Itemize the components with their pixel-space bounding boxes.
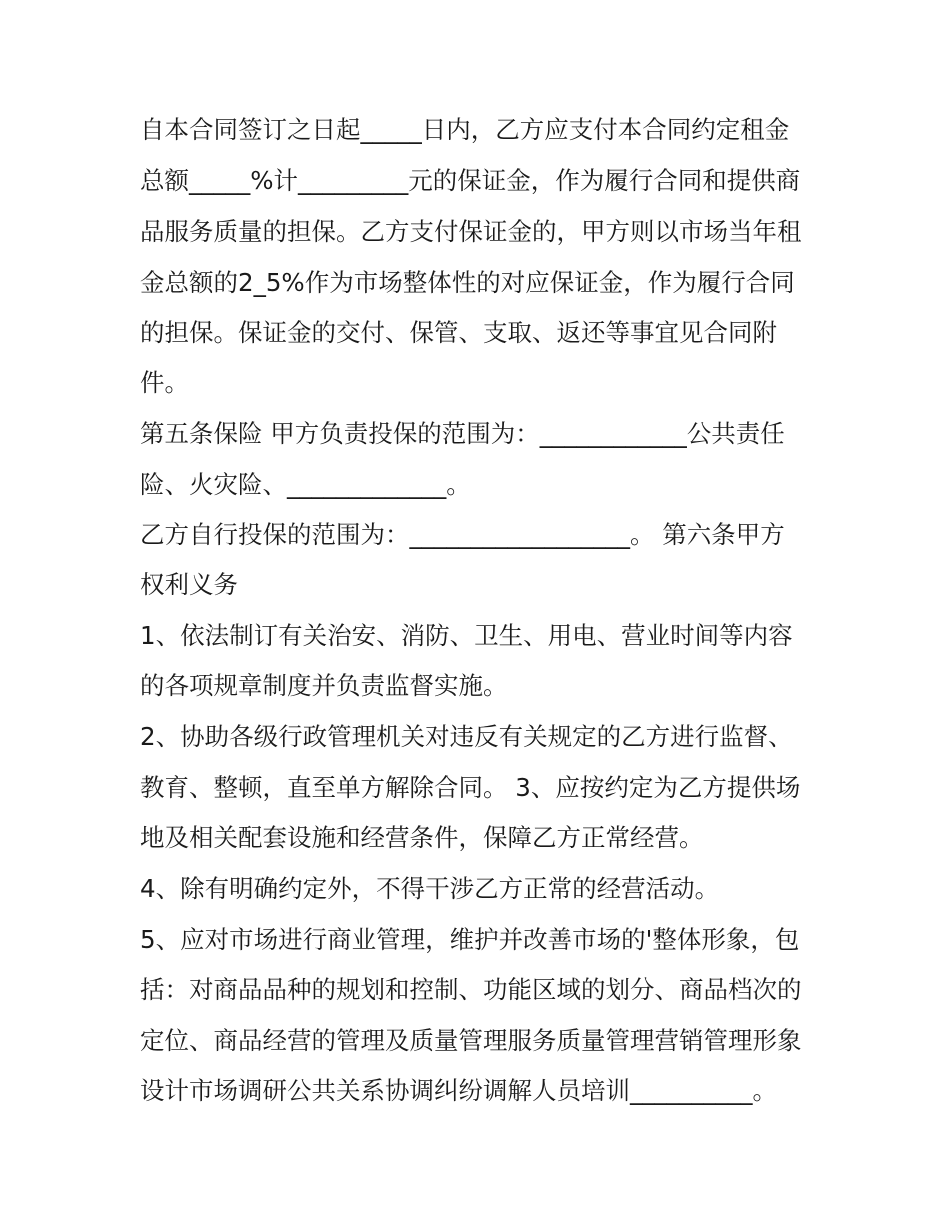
text-line: 险、火灾险、_____________。 [140,470,471,499]
text-line: 设计市场调研公共关系协调纠纷调解人员培训__________。 [140,1076,777,1105]
text-line: 教育、整顿，直至单方解除合同。 3、应按约定为乙方提供场 [140,773,801,802]
text-line: 的担保。保证金的交付、保管、支取、返还等事宜见合同附 [140,318,777,347]
list-item-line: 5、应对市场进行商业管理，维护并改善市场的'整体形象，包 [140,925,800,954]
list-item-line: 4、除有明确约定外，不得干涉乙方正常的经营活动。 [140,874,720,903]
text-line: 乙方自行投保的范围为：__________________。 第六条甲方 [140,520,785,549]
text-line: 定位、商品经营的管理及质量管理服务质量管理营销管理形象 [140,1026,802,1055]
text-line: 总额_____%计_________元的保证金，作为履行合同和提供商 [140,166,801,195]
section-heading-line: 第五条保险 甲方负责投保的范围为：____________公共责任 [140,419,785,448]
list-item-line: 1、依法制订有关治安、消防、卫生、用电、营业时间等内容 [140,621,793,650]
text-line: 的各项规章制度并负责监督实施。 [140,671,508,700]
text-line: 品服务质量的担保。乙方支付保证金的，甲方则以市场当年租 [140,217,802,246]
list-item-line: 2、协助各级行政管理机关对违反有关规定的乙方进行监督、 [140,722,793,751]
text-line: 权利义务 [140,570,238,599]
text-line: 金总额的2_5%作为市场整体性的对应保证金，作为履行合同 [140,268,795,297]
text-line: 地及相关配套设施和经营条件，保障乙方正常经营。 [140,823,704,852]
text-line: 件。 [140,368,189,397]
text-line: 括：对商品品种的规划和控制、功能区域的划分、商品档次的 [140,975,802,1004]
text-line: 自本合同签订之日起_____日内，乙方应支付本合同约定租金 [140,115,790,144]
